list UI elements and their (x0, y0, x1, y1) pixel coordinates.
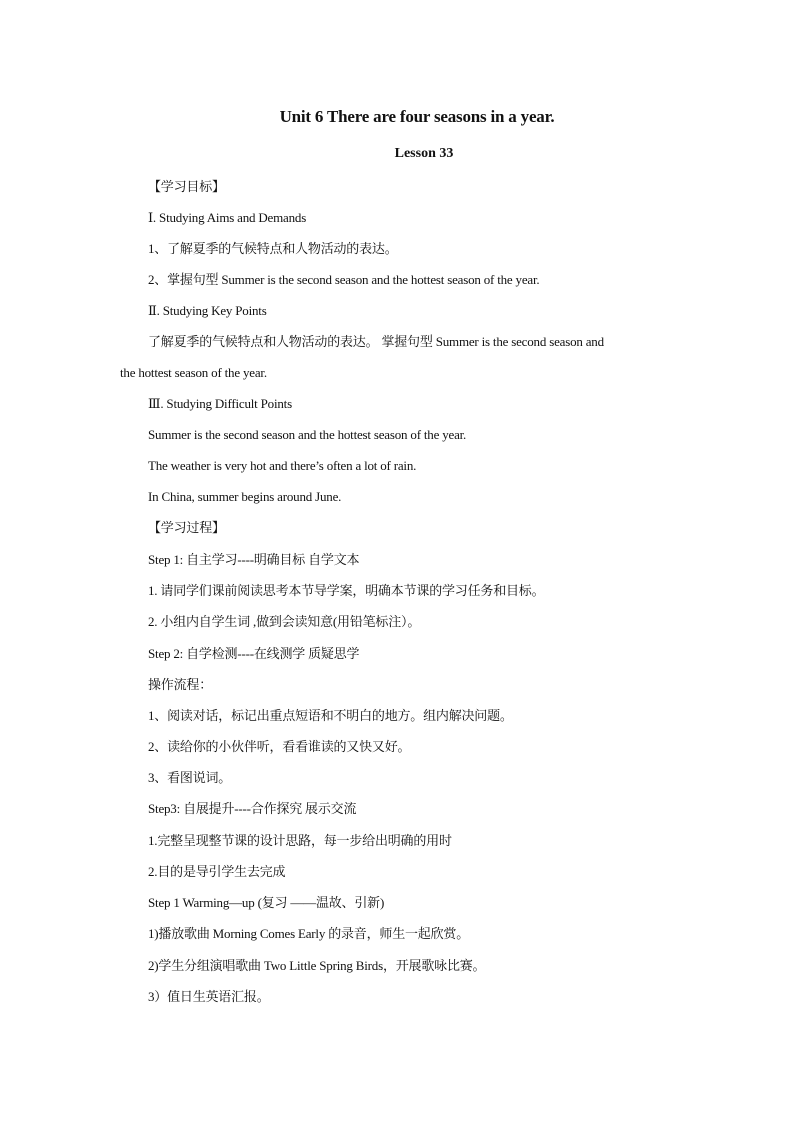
paragraph-line: 2. 小组内自学生词 ,做到会读知意(用铅笔标注）。 (148, 614, 421, 629)
section-heading-process: 【学习过程】 (148, 520, 225, 535)
paragraph-line: 2、读给你的小伙伴听，看看谁读的又快又好。 (148, 739, 411, 754)
paragraph-line: Step 1: 自主学习----明确目标 自学文本 (148, 552, 360, 567)
paragraph-line: In China, summer begins around June. (148, 489, 342, 504)
paragraph-line: 2.目的是导引学生去完成 (148, 864, 286, 879)
paragraph-line: 3）值日生英语汇报。 (148, 989, 270, 1004)
paragraph-line: The weather is very hot and there’s often a lot of rain. (148, 458, 417, 473)
paragraph-line: Summer is the second season and the hottest season of the year. (148, 427, 467, 442)
paragraph-line: 1)播放歌曲 Morning Comes Early 的录音，师生一起欣赏。 (148, 926, 469, 941)
section-heading-objectives: 【学习目标】 (148, 179, 225, 194)
paragraph-line: Step3: 自展提升----合作探究 展示交流 (148, 801, 357, 816)
paragraph-line: the hottest season of the year. (120, 365, 267, 380)
paragraph-line: 1、了解夏季的气候特点和人物活动的表达。 (148, 241, 398, 256)
paragraph-line: 3、看图说词。 (148, 770, 232, 785)
paragraph-line: 1、阅读对话，标记出重点短语和不明白的地方。组内解决问题。 (148, 708, 513, 723)
paragraph-line: Step 1 Warming—up (复习 ——温故、引新) (148, 895, 385, 910)
paragraph-line: 操作流程： (148, 677, 213, 692)
paragraph-line: 1. 请同学们课前阅读思考本节导学案，明确本节课的学习任务和目标。 (148, 583, 545, 598)
paragraph-line: 2、掌握句型 Summer is the second season and the hottest season of the year. (148, 272, 540, 287)
paragraph-line: Step 2: 自学检测----在线测学 质疑思学 (148, 646, 360, 661)
paragraph-line: Ⅰ. Studying Aims and Demands (148, 210, 307, 225)
paragraph-line: 1.完整呈现整节课的设计思路，每一步给出明确的用时 (148, 833, 452, 848)
document-title: Unit 6 There are four seasons in a year. (279, 107, 555, 126)
paragraph-line: 2)学生分组演唱歌曲 Two Little Spring Birds，开展歌咏比赛。 (148, 958, 486, 973)
paragraph-line: Ⅲ. Studying Difficult Points (148, 396, 292, 411)
lesson-subtitle: Lesson 33 (394, 146, 454, 161)
paragraph-line: Ⅱ. Studying Key Points (148, 303, 267, 318)
paragraph-line: 了解夏季的气候特点和人物活动的表达。 掌握句型 Summer is the second season and (148, 334, 604, 349)
